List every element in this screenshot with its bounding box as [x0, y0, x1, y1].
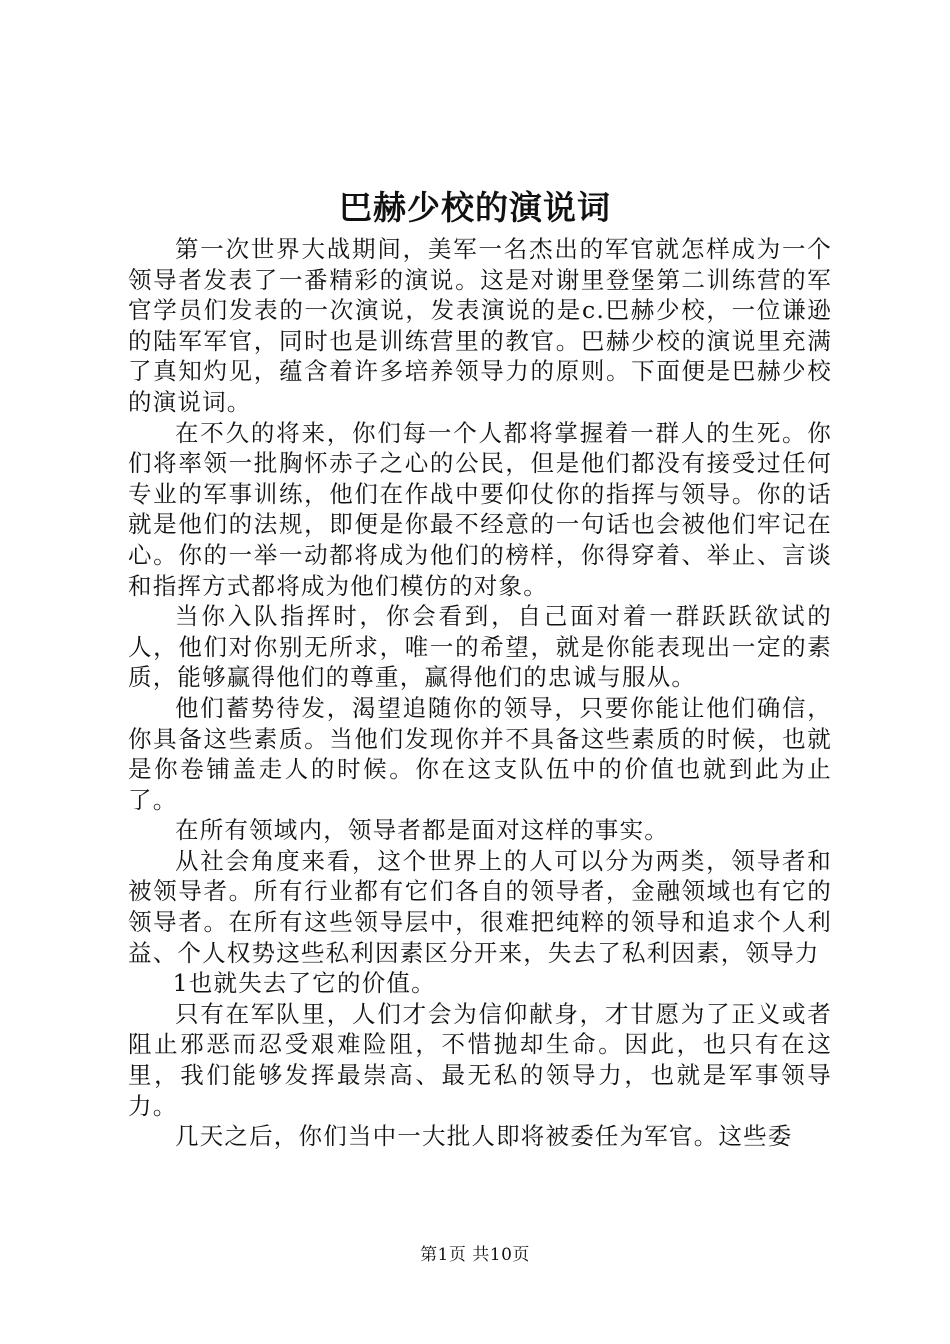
paragraph: 从社会角度来看，这个世界上的人可以分为两类，领导者和被领导者。所有行业都有它们各自的领导者，金融领域也有它的领导者。在所有这些领导层中，很难把纯粹的领导和追求个人利益、个人权势这些私利因素区分开来，失去了私利因素，领导力 [128, 846, 832, 967]
document-body [128, 234, 832, 1152]
paragraph: 1也就失去了它的价值。 [172, 969, 436, 998]
paragraph: 在不久的将来，你们每一个人都将掌握着一群人的生死。你们将率领一批胸怀赤子之心的公民，但是他们都没有接受过任何专业的军事训练，他们在作战中要仰仗你的指挥与领导。你的话就是他们的法规，即便是你最不经意的一句话也会被他们牢记在心。你的一举一动都将成为他们的榜样，你得穿着、举止、言谈和指挥方式都将成为他们模仿的对象。 [128, 418, 832, 600]
paragraph: 在所有领域内，领导者都是面对这样的事实。 [175, 816, 669, 845]
paragraph: 当你入队指挥时，你会看到，自己面对着一群跃跃欲试的人，他们对你别无所求，唯一的希望，就是你能表现出一定的素质，能够赢得他们的尊重，赢得他们的忠诚与服从。 [128, 602, 832, 692]
paragraph: 几天之后，你们当中一大批人即将被委任为军官。这些委 [175, 1122, 793, 1151]
paragraph: 他们蓄势待发，渴望追随你的领导，只要你能让他们确信，你具备这些素质。当他们发现你并不具备这些素质的时候，也就是你卷铺盖走人的时候。你在这支队伍中的价值也就到此为止了。 [128, 693, 832, 814]
paragraph: 第一次世界大战期间，美军一名杰出的军官就怎样成为一个领导者发表了一番精彩的演说。这是对谢里登堡第二训练营的军官学员们发表的一次演说，发表演说的是c.巴赫少校，一位谦逊的陆军军官，同时也是训练营里的教官。巴赫少校的演说里充满了真知灼见，蕴含着许多培养领导力的原则。下面便是巴赫少校的演说词。 [128, 235, 832, 416]
page-number-footer: 第1页 共10页 [420, 1245, 530, 1265]
paragraph: 只有在军队里，人们才会为信仰献身，才甘愿为了正义或者阻止邪恶而忍受艰难险阻，不惜抛却生命。因此，也只有在这里，我们能够发挥最崇高、最无私的领导力，也就是军事领导力。 [128, 999, 832, 1120]
document-title: 巴赫少校的演说词 [339, 188, 611, 227]
